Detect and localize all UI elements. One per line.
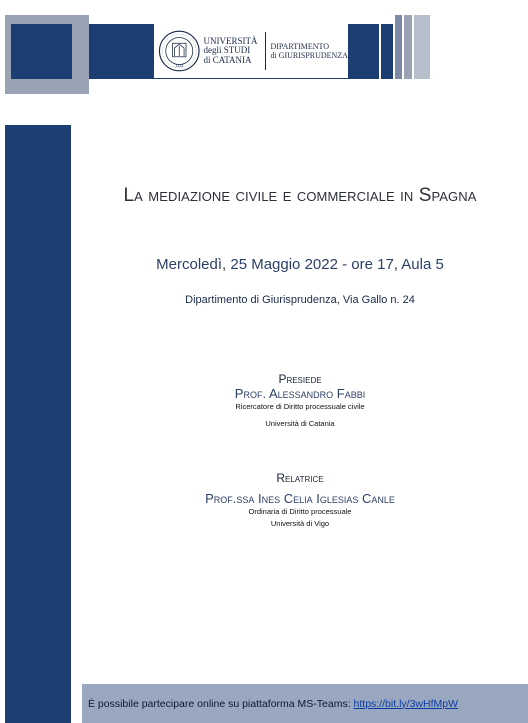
header-stripe xyxy=(393,15,402,79)
chair-block xyxy=(72,372,528,430)
header-stripe xyxy=(379,24,393,79)
speaker-affiliation: Università di Vigo xyxy=(270,519,330,528)
teams-link[interactable]: https://bit.ly/3wHfMpW xyxy=(353,697,458,710)
chair-name: Prof. Alessandro Fabbi xyxy=(234,386,366,401)
university-name-line: UNIVERSITÀ xyxy=(203,35,258,46)
department-name xyxy=(270,42,348,60)
university-name xyxy=(204,37,262,66)
speaker-role: Relatrice xyxy=(276,471,324,485)
header-stripe xyxy=(402,15,412,79)
logo-divider xyxy=(265,32,266,70)
speaker-position: Ordinaria di Diritto processuale xyxy=(248,507,352,516)
event-title: La mediazione civile e commerciale in Spagna xyxy=(123,185,477,206)
speaker-block xyxy=(72,471,528,530)
chair-position: Ricercatore di Diritto processuale civile xyxy=(235,402,365,411)
header-square xyxy=(11,24,72,79)
chair-role: Presiede xyxy=(278,372,322,386)
university-logo xyxy=(154,24,348,78)
university-name-line: di CATANIA xyxy=(203,54,252,65)
online-info-text: È possibile partecipare online su piattaforma MS-Teams: xyxy=(88,697,354,710)
event-date: Mercoledì, 25 Maggio 2022 - ore 17, Aula 5 xyxy=(156,256,444,273)
chair-affiliation: Università di Catania xyxy=(265,419,335,428)
department-name-line: di GIURISPRUDENZA xyxy=(270,51,348,60)
university-name-line: degli STUDI xyxy=(203,45,251,56)
header-stripe xyxy=(412,15,430,79)
online-info xyxy=(88,698,458,710)
side-bar xyxy=(5,125,71,723)
online-info-bar xyxy=(82,684,528,723)
university-seal-icon xyxy=(158,29,201,73)
speaker-name: Prof.ssa Ines Celia Iglesias Canle xyxy=(205,491,395,506)
seal-year: 1434 xyxy=(175,62,184,68)
event-location: Dipartimento di Giurisprudenza, Via Gallo n. 24 xyxy=(185,294,415,306)
department-name-line: DIPARTIMENTO xyxy=(270,42,330,51)
